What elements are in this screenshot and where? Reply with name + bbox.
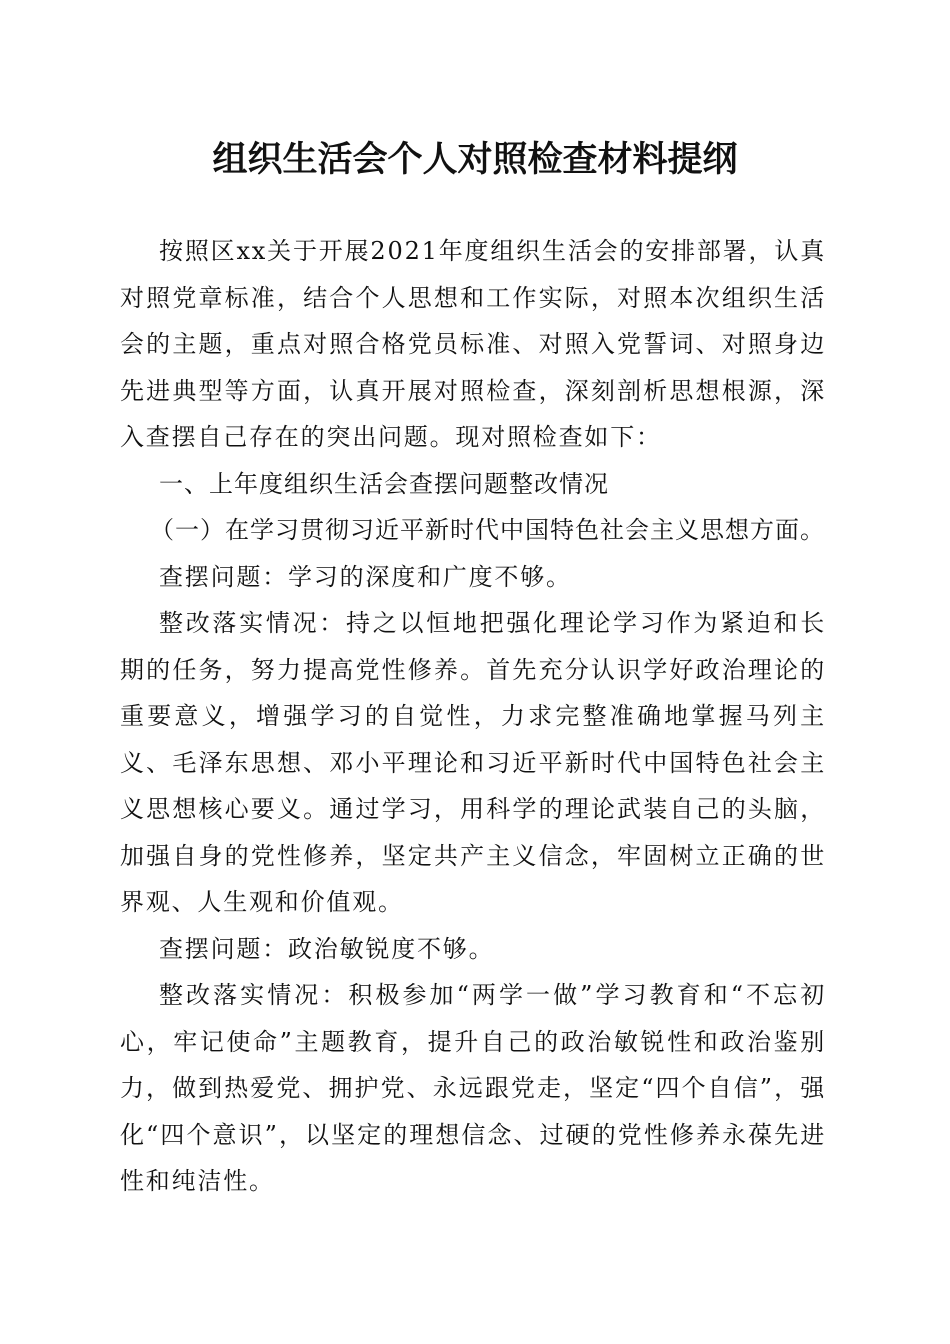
problem-paragraph: 查摆问题：政治敏锐度不够。: [159, 934, 495, 963]
document-body: [120, 228, 826, 1205]
document-title: 组织生活会个人对照检查材料提纲: [212, 139, 738, 180]
subsection-heading: （一）在学习贯彻习近平新时代中国特色社会主义思想方面。: [150, 516, 825, 544]
rectification-paragraph: 整改落实情况：持之以恒地把强化理论学习作为紧迫和长期的任务，努力提高党性修养。首先充分认识学好政治理论的重要意义，增强学习的自觉性，力求完整准确地掌握马列主义、毛泽东思想、邓小平理论和习近平新时代中国特色社会主义思想核心要义。通过学习，用科学的理论武装自己的头脑，加强自身的党性修养，坚定共产主义信念，牢固树立正确的世界观、人生观和价值观。: [120, 609, 826, 916]
section-heading: 一、上年度组织生活会查摆问题整改情况: [159, 469, 609, 498]
problem-paragraph: 查摆问题：学习的深度和广度不够。: [159, 562, 572, 591]
rectification-paragraph: 整改落实情况：积极参加“两学一做”学习教育和“不忘初心，牢记使命”主题教育，提升自己的政治敏锐性和政治鉴别力，做到热爱党、拥护党、永远跟党走，坚定“四个自信”，强化“四个意识”，以坚定的理想信念、过硬的党性修养永葆先进性和纯洁性。: [120, 981, 826, 1195]
intro-paragraph: 按照区xx关于开展2021年度组织生活会的安排部署，认真对照党章标准，结合个人思想和工作实际，对照本次组织生活会的主题，重点对照合格党员标准、对照入党誓词、对照身边先进典型等方面，认真开展对照检查，深刻剖析思想根源，深入查摆自己存在的突出问题。现对照检查如下：: [120, 237, 826, 451]
